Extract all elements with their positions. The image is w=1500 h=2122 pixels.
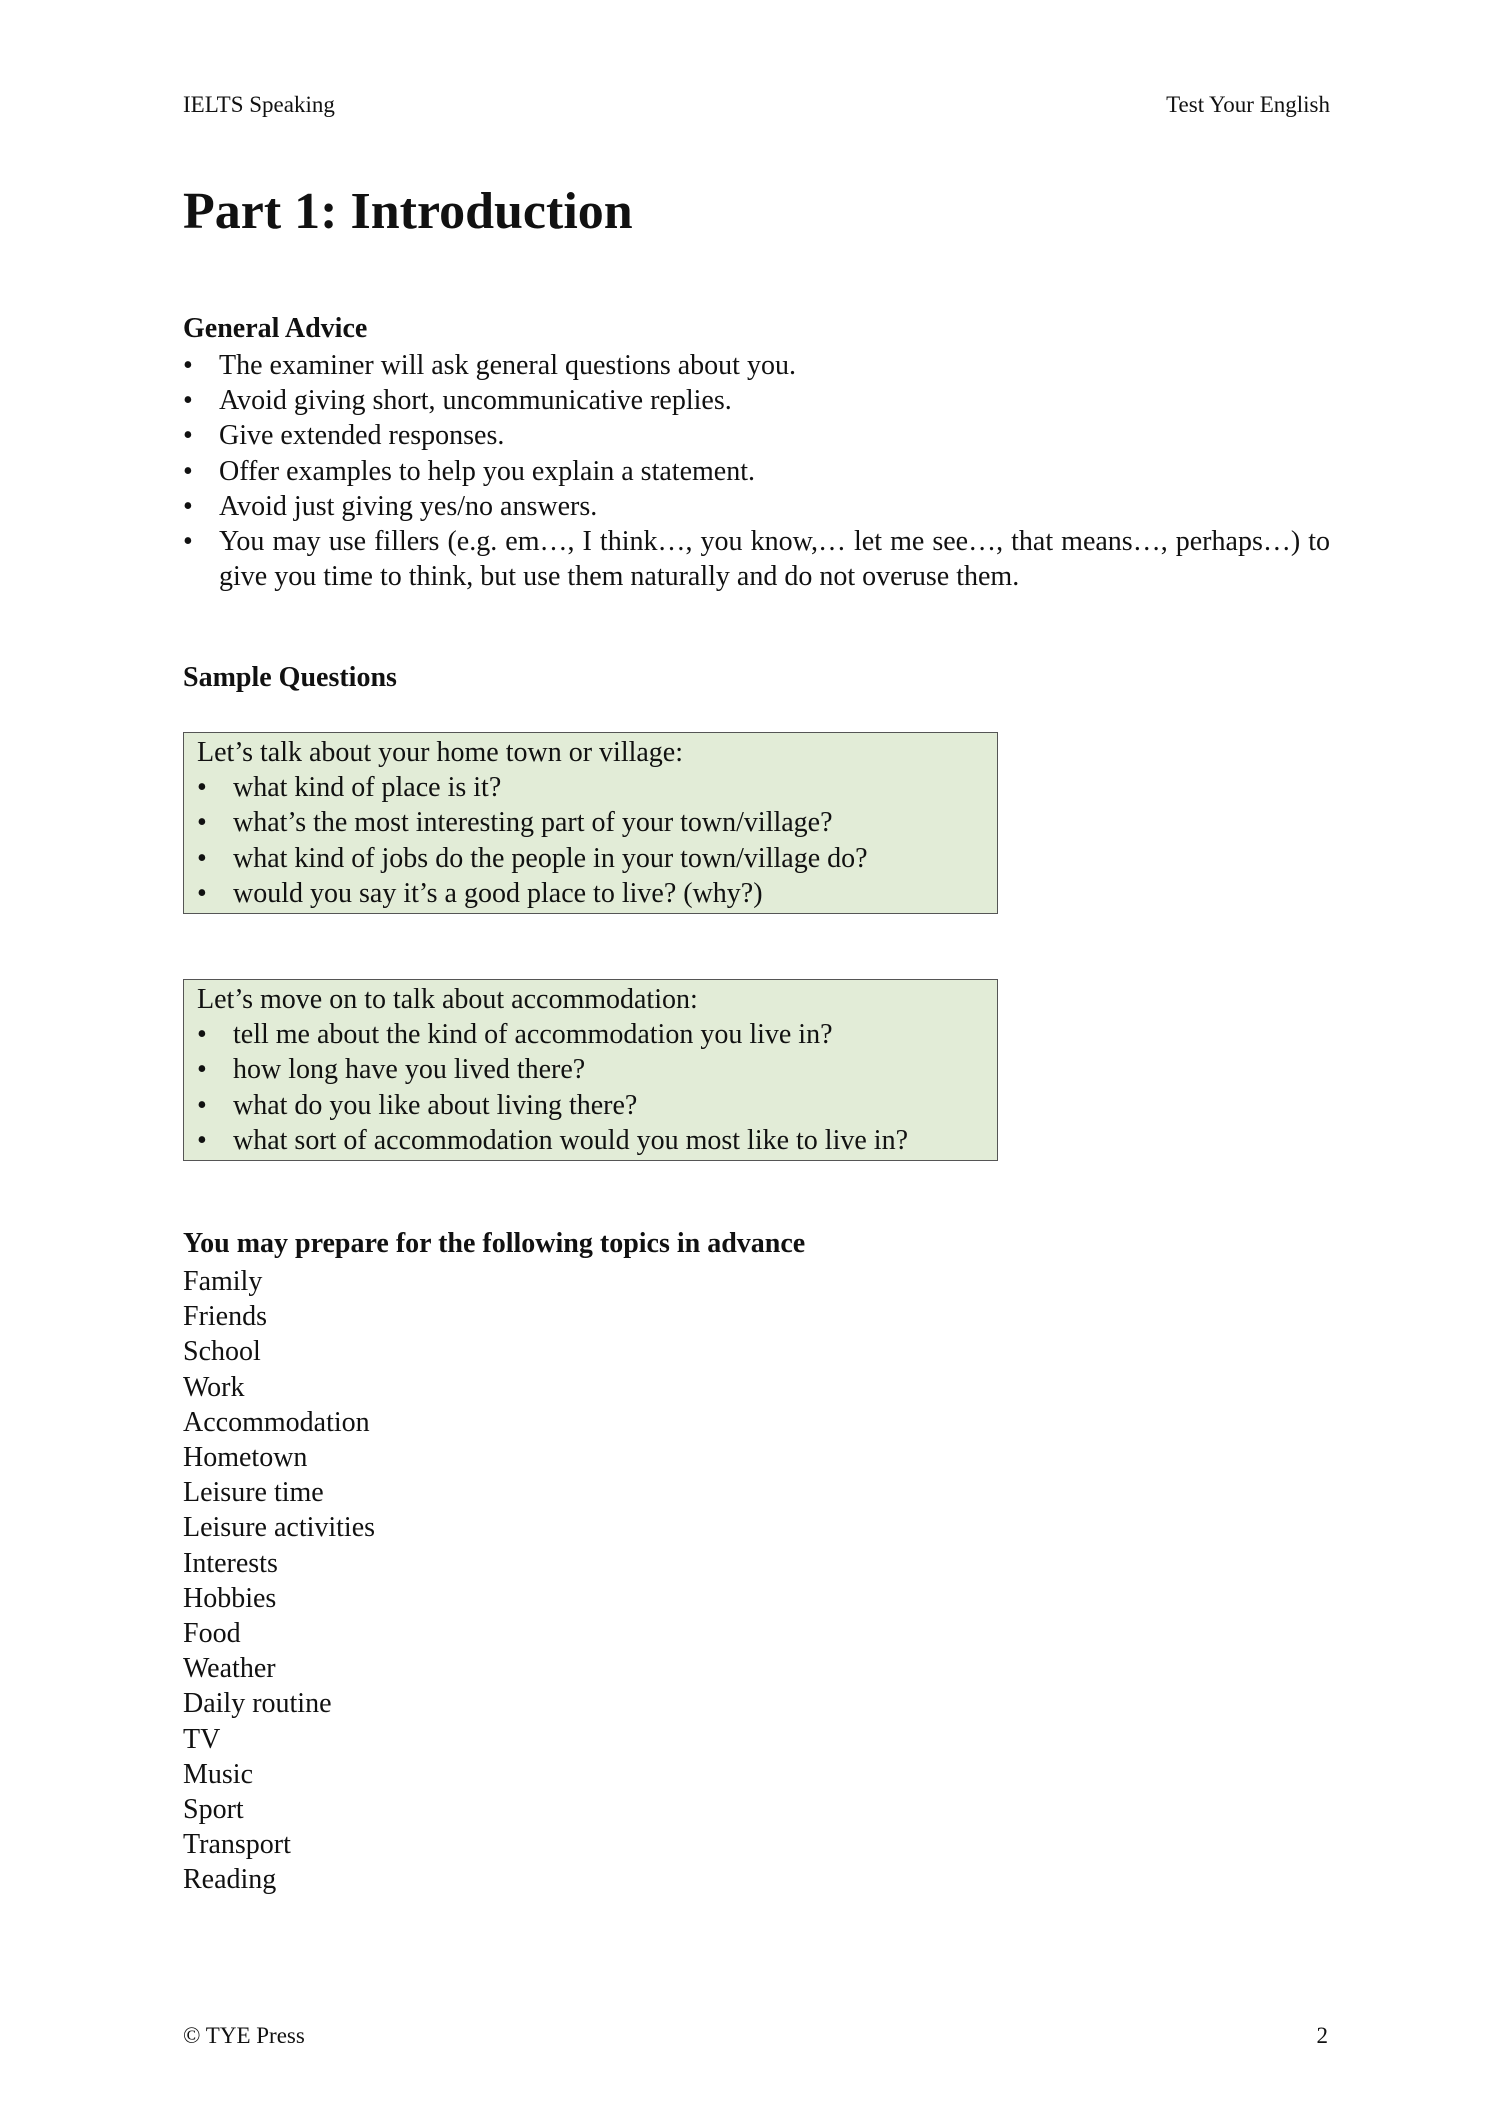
topics-list	[183, 1264, 375, 1898]
list-item-text: how long have you lived there?	[233, 1054, 586, 1086]
bullet-icon: •	[197, 1089, 207, 1121]
bullet-icon: •	[183, 385, 193, 417]
list-item-text: what kind of place is it?	[233, 772, 502, 804]
bullet-icon: •	[183, 490, 193, 522]
list-item	[197, 1052, 997, 1087]
header-left: IELTS Speaking	[183, 92, 335, 117]
list-item-text: what kind of jobs do the people in your town/village do?	[233, 842, 868, 874]
topic-item: Food	[183, 1618, 241, 1650]
list-item	[183, 348, 1330, 383]
list-item	[197, 1088, 997, 1123]
topic-item: Reading	[183, 1864, 277, 1896]
list-item-text: tell me about the kind of accommodation you live in?	[233, 1019, 833, 1051]
question-box-hometown	[183, 732, 998, 914]
box-intro: Let’s move on to talk about accommodation:	[197, 984, 698, 1015]
list-item-text: Offer examples to help you explain a statement.	[219, 455, 755, 487]
topic-item: Music	[183, 1758, 253, 1790]
list-item	[183, 454, 1330, 489]
topic-item: Interests	[183, 1547, 278, 1579]
question-list	[197, 1017, 997, 1158]
list-item	[197, 841, 997, 876]
general-advice-heading: General Advice	[183, 313, 368, 344]
bullet-icon: •	[197, 1019, 207, 1051]
list-item	[183, 489, 1330, 524]
list-item-text: Avoid giving short, uncommunicative replies.	[219, 385, 732, 417]
bullet-icon: •	[183, 350, 193, 381]
topic-item: Family	[183, 1266, 263, 1297]
list-item	[197, 805, 997, 840]
topic-item: Sport	[183, 1794, 244, 1826]
topic-item: Accommodation	[183, 1406, 370, 1438]
list-item-text: what’s the most interesting part of your town/village?	[233, 807, 833, 839]
topic-item: Leisure time	[183, 1477, 324, 1509]
page-title: Part 1: Introduction	[183, 183, 633, 240]
topic-item: Friends	[183, 1301, 267, 1333]
bullet-icon: •	[197, 1124, 207, 1156]
bullet-icon: •	[197, 1054, 207, 1086]
question-box-accommodation	[183, 979, 998, 1161]
topic-item: Hometown	[183, 1442, 308, 1474]
bullet-icon: •	[197, 772, 207, 804]
topic-item: Work	[183, 1371, 245, 1403]
topics-heading: You may prepare for the following topics in advance	[183, 1228, 806, 1259]
topic-item: TV	[183, 1723, 221, 1755]
topic-item: School	[183, 1336, 261, 1368]
list-item	[183, 418, 1330, 453]
question-list	[197, 770, 997, 911]
list-item	[197, 1017, 997, 1052]
bullet-icon: •	[197, 807, 207, 839]
list-item-text: would you say it’s a good place to live? (why?)	[233, 877, 763, 909]
list-item	[197, 770, 997, 805]
topic-item: Weather	[183, 1653, 276, 1685]
topic-item: Hobbies	[183, 1582, 277, 1614]
topic-item: Daily routine	[183, 1688, 332, 1720]
general-advice-list	[183, 348, 1330, 594]
list-item-text: You may use fillers (e.g. em…, I think…, you know,… let me see…, that means…, perhaps…) to give you time to think, but use them naturally and do not overuse them.	[219, 526, 1330, 593]
bullet-icon: •	[183, 420, 193, 452]
list-item	[197, 876, 997, 911]
footer-copyright: © TYE Press	[183, 2023, 305, 2048]
bullet-icon: •	[183, 526, 193, 558]
header-right: Test Your English	[1166, 92, 1330, 117]
list-item-text: what sort of accommodation would you most like to live in?	[233, 1124, 908, 1156]
list-item	[197, 1123, 997, 1158]
topic-item: Leisure activities	[183, 1512, 376, 1544]
list-item-text: what do you like about living there?	[233, 1089, 638, 1121]
list-item	[183, 524, 1330, 594]
list-item-text: Avoid just giving yes/no answers.	[219, 490, 598, 522]
page-number: 2	[1316, 2023, 1328, 2048]
list-item-text: The examiner will ask general questions about you.	[219, 350, 796, 381]
bullet-icon: •	[183, 455, 193, 487]
topic-item: Transport	[183, 1829, 291, 1861]
list-item	[183, 383, 1330, 418]
list-item-text: Give extended responses.	[219, 420, 505, 452]
box-intro: Let’s talk about your home town or village:	[197, 737, 684, 768]
bullet-icon: •	[197, 877, 207, 909]
sample-questions-heading: Sample Questions	[183, 662, 397, 693]
bullet-icon: •	[197, 842, 207, 874]
